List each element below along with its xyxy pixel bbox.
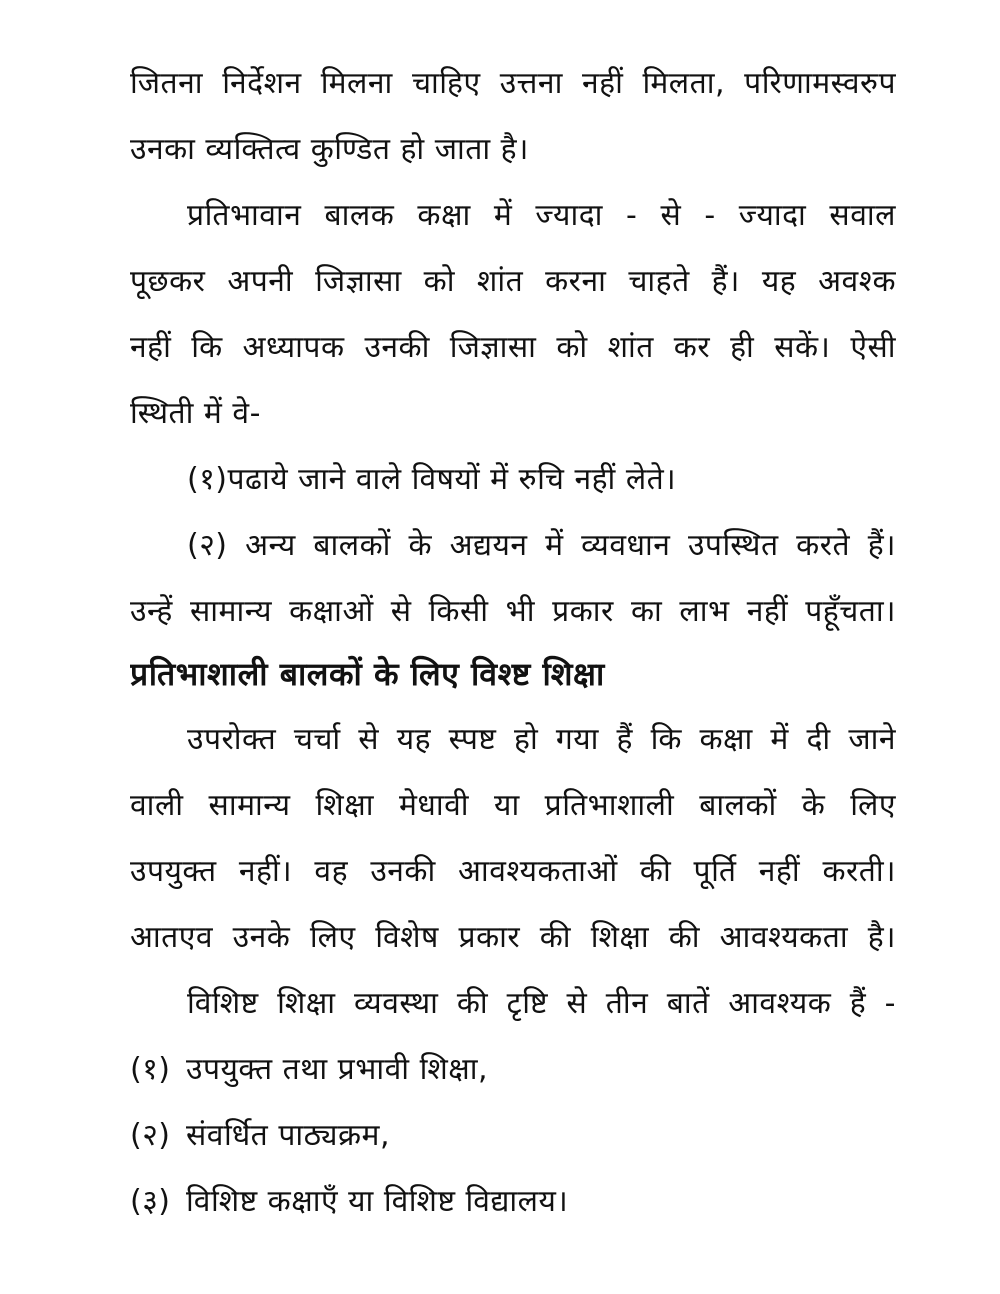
requirement-text: संवर्धित पाठ्यक्रम, [186, 1118, 391, 1153]
paragraph-2-line-4: स्थिती में वे- [130, 396, 261, 431]
requirement-item-3 [130, 1182, 896, 1222]
paragraph-1-line-2: उनका व्यक्तित्व कुण्डित हो जाता है। [130, 132, 529, 167]
paragraph-1-line-1: जितना निर्देशन मिलना चाहिए उत्तना नहीं मिलता, परिणामस्वरुप [130, 66, 896, 101]
paragraph-3-line-2: वाली सामान्य शिक्षा मेधावी या प्रतिभाशाली बालकों के लिए [130, 788, 896, 823]
paragraph-3-line-1: उपरोक्त चर्चा से यह स्पष्ट हो गया हैं कि कक्षा में दी जाने [187, 722, 896, 757]
requirement-item-2 [130, 1116, 896, 1156]
paragraph-2-line-3: नहीं कि अध्यापक उनकी जिज्ञासा को शांत कर ही सकें। ऐसी [130, 330, 896, 365]
paragraph-3-line-3: उपयुक्त नहीं। वह उनकी आवश्यकताओं की पूर्ति नहीं करती। [130, 854, 896, 889]
requirement-item-1 [130, 1050, 896, 1090]
requirement-text: उपयुक्त तथा प्रभावी शिक्षा, [186, 1052, 489, 1087]
requirement-number: (३) [130, 1184, 171, 1219]
paragraph-2-line-1: प्रतिभावान बालक कक्षा में ज्यादा - से - ज्यादा सवाल [187, 198, 896, 233]
section-heading: प्रतिभाशाली बालकों के लिए विश्ष्ट शिक्षा [130, 655, 605, 693]
requirement-text: विशिष्ट कक्षाएँ या विशिष्ट विद्यालय। [186, 1184, 569, 1219]
paragraph-4-line-1: विशिष्ट शिक्षा व्यवस्था की टृष्टि से तीन बातें आवश्यक हैं - [187, 986, 896, 1021]
paragraph-3-line-4: आतएव उनके लिए विशेष प्रकार की शिक्षा की आवश्यकता है। [130, 920, 896, 955]
requirement-number: (१) [130, 1052, 171, 1087]
point-item-2-continued: उन्हें सामान्य कक्षाओं से किसी भी प्रकार का लाभ नहीं पहूँचता। [130, 594, 896, 629]
requirement-number: (२) [130, 1118, 171, 1153]
paragraph-2-line-2: पूछकर अपनी जिज्ञासा को शांत करना चाहते हैं। यह अवश्क [130, 264, 896, 299]
point-item-2: (२) अन्य बालकों के अद्ययन में व्यवधान उपस्थित करते हैं। [187, 528, 896, 563]
point-item-1: (१)पढाये जाने वाले विषयों में रुचि नहीं लेते। [187, 462, 677, 497]
